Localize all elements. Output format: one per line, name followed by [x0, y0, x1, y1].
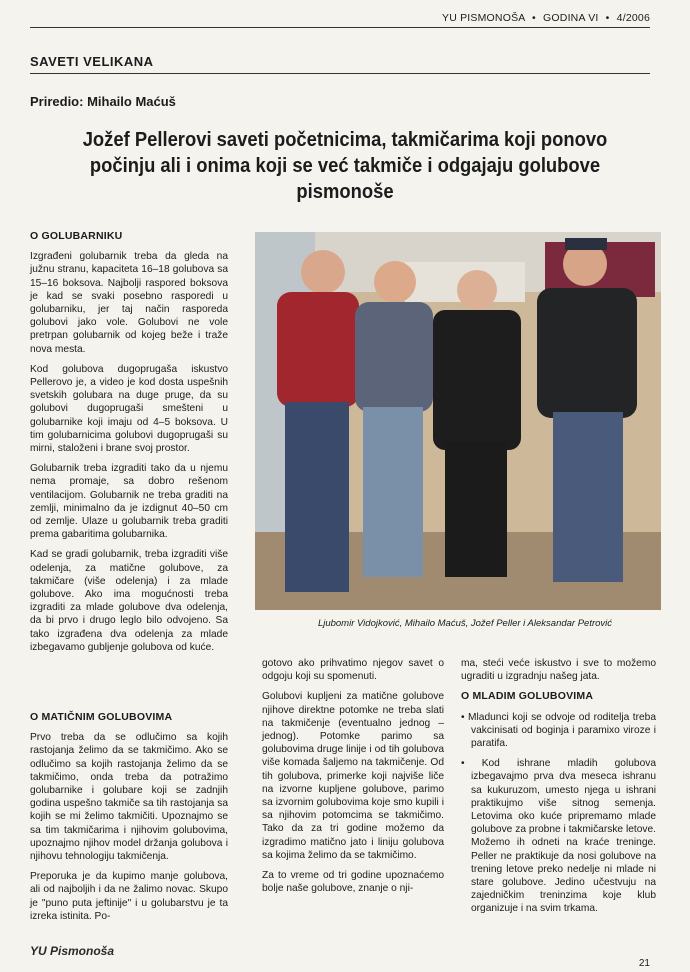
magazine-name: YU PISMONOŠA: [441, 12, 525, 24]
bullet-item: • Mladunci koji se odvoje od roditelja treba vakcinisati od boginja i paramixo viroze i paratifa.: [461, 711, 656, 750]
paragraph: Kad se gradi golubarnik, treba izgraditi više odelenja, za matične golubove, za takmičare (više odelenja) i za mlade golubove. Ako ima mogućnosti treba izgraditi za mlade golubove dva odelenja, da bi prvo i drugo leglo bilo odvojeno. Sa tako izgrađena dva odelenja za mlade izbegavamo gubljenje golubova od kuće.: [30, 549, 228, 653]
header-separator: •: [532, 12, 536, 24]
page-number: 21: [638, 958, 650, 969]
column-1-lower: [30, 707, 228, 930]
subheading-mladi: O MLADIM GOLUBOVIMA: [461, 690, 594, 703]
paragraph: Preporuka je da kupimo manje golubova, ali od najboljih i da ne žalimo novac. Skupo je "puno puta jeftinije" i u golubarstvu je ta izreka istinita. Po-: [30, 871, 228, 922]
magazine-issue: 4/2006: [616, 12, 650, 24]
paragraph: Izgrađeni golubarnik treba da gleda na južnu stranu, kapaciteta 16–18 golubova sa 15–16 boksova. Najbolji raspored boksova je kad se svaki posebno rasporedi u golubarniku, jer taj način rasporeda golubovi jako vole. Golubovi ne vole pretrpan golubarnik od kojeg beže i traže nova mesta.: [30, 251, 228, 355]
subheading-maticni: O MATIČNIM GOLUBOVIMA: [30, 711, 173, 723]
article-title: Jožef Pellerovi saveti početnicima, takmičarima koji ponovo počinju ali i onima koji se već takmiče i odgajaju golubove pismonoše: [82, 129, 608, 203]
group-photo: [255, 232, 661, 610]
header-rule: [30, 27, 650, 28]
paragraph: Prvo treba da se odlučimo sa kojih rastojanja želimo da se takmičimo. Ako se odlučimo sa kojih rastojanja želimo da se takmičimo, onda treba da potražimo golubarnike i golubare koji se zadnjih godina uspešno takmiče sa tih rastojanja sa kojih se mi želimo takmičiti. Upoznajmo se sa tim takmičarima i njihovim golubovima, upoznajmo njihov model držanja golubova i njihovu tehnologiju takmičenja.: [30, 732, 228, 863]
paragraph: Golubovi kupljeni za matične golubove njihove direktne potomke ne treba slati na takmičenje (eventualno jednog – jednog). Potomke parimo sa golubovima druge linije i od tih golubova više komada šaljemo na takmičenje. Od tih golubova, primerke koji najviše liče na izvorne kupljene golubove, parimo sa izvornim golubovima koje smo kupili i sa njihovim potomcima se takmičimo. Tako da za tri godine možemo da izgradimo matično jato i liniju golubova sa kojima želimo da se takmičimo.: [262, 691, 444, 861]
running-header: [438, 12, 650, 24]
paragraph: Kod golubova dugoprugaša iskustvo Pellerovo je, a video je kod dosta uspešnih svetskih golubara na duge pruge, da su golubovi dugoprugaši smešteni u golubarnike koji imaju od 4–5 boksova. U tim golubarnicima golubovi dugoprugaši su mirni, staloženi i brane svoj prostor.: [30, 363, 228, 455]
magazine-year: GODINA VI: [543, 12, 599, 24]
paragraph: Za to vreme od tri godine upoznaćemo bolje naše golubove, znanje o nji-: [262, 870, 444, 895]
paragraph: ma, steći veće iskustvo i sve to možemo ugraditi u izgradnju našeg jata.: [461, 658, 656, 683]
subheading-golubarnik: O GOLUBARNIKU: [30, 230, 123, 242]
byline: Priredio: Mihailo Maćuš: [30, 94, 176, 109]
paragraph: gotovo ako prihvatimo njegov savet o odgoju koji su spomenuti.: [262, 658, 444, 683]
section-rule: [30, 73, 650, 74]
magazine-logo: YU Pismonoša: [30, 944, 115, 958]
paragraph: Golubarnik treba izgraditi tako da u njemu nema promaje, sa dobro rešenom ventilacijom. Golubarnik ne treba graditi na zemlji, minimalno da je izdignut 40–50 cm od zemlje. Ulaze u golubarnik treba graditi prema gabaritima golubarnika.: [30, 463, 228, 541]
photo-caption: Ljubomir Vidojković, Mihailo Maćuš, Jožef Peller i Aleksandar Petrović: [317, 618, 613, 629]
bullet-item: • Kod ishrane mladih golubova izbegavajmo prva dva meseca ishranu sa kukuruzom, umesto njega u ishrani praktikujmo više sitnog semenja. Letovima oko kuće pripremamo mlade golubove za probne i takmičarske letove. Možemo ih odneti na kraće treninge. Peller ne praktikuje da nosi golubove na trening letove preko nedelje ni mlade ni stare golubove. Jedino učestvuju na zajedničkim treninzima koje klub organizuje i na svim trkama.: [461, 758, 656, 915]
column-1: [30, 226, 228, 661]
header-separator: •: [605, 12, 610, 24]
column-2: [262, 657, 444, 902]
column-3: [461, 657, 656, 923]
section-label: SAVETI VELIKANA: [30, 54, 154, 69]
